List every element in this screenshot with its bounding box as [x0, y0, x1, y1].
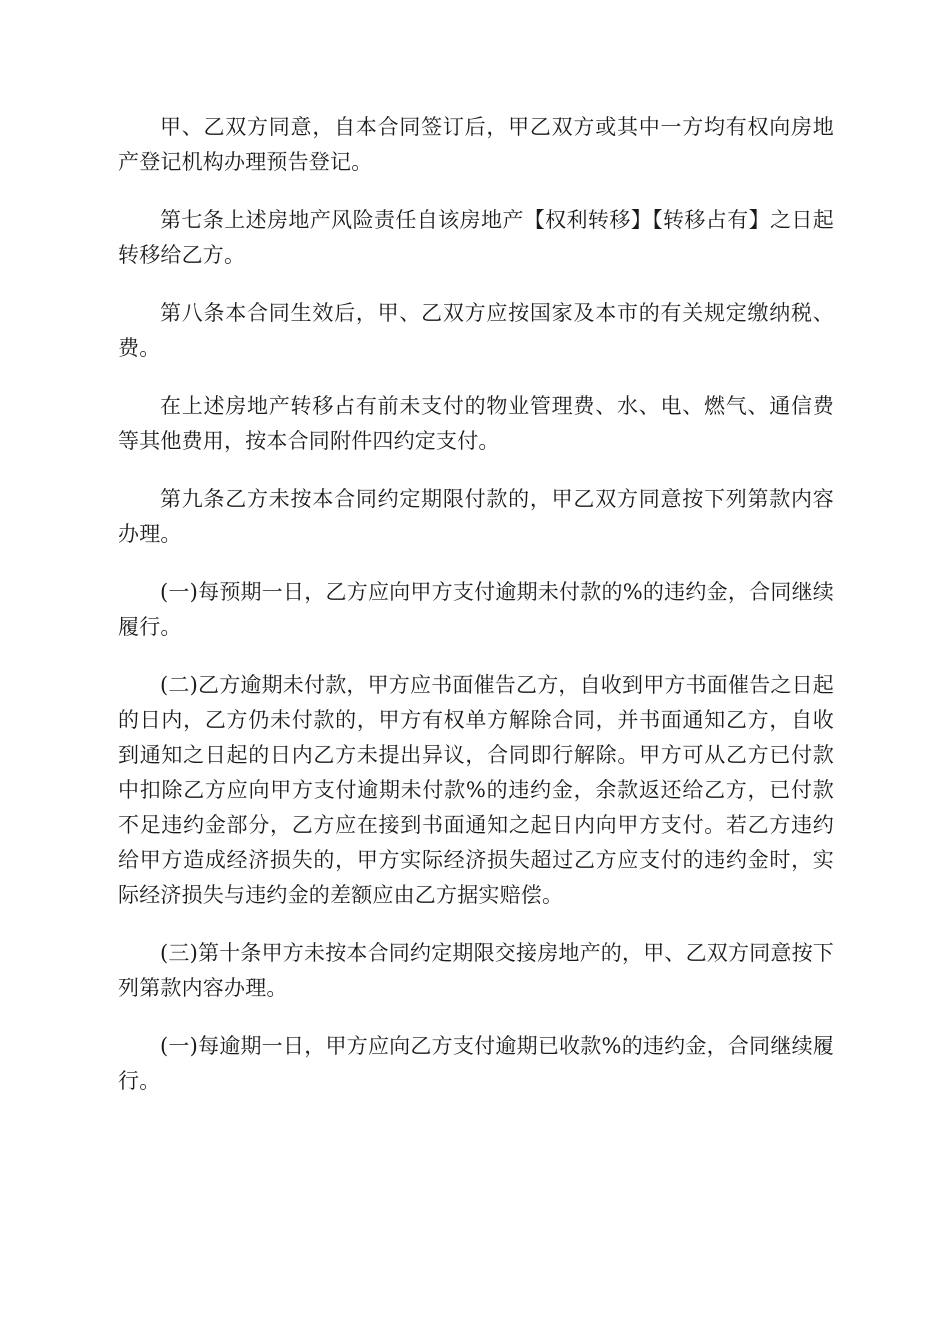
paragraph-article-8: 第八条本合同生效后，甲、乙双方应按国家及本市的有关规定缴纳税、费。 [118, 301, 834, 360]
paragraph-clause-1: (一)每预期一日，乙方应向甲方支付逾期未付款的%的违约金，合同继续履行。 [118, 580, 834, 639]
paragraph-other-fees: 在上述房地产转移占有前未支付的物业管理费、水、电、燃气、通信费等其他费用，按本合同附件四约定支付。 [118, 394, 834, 453]
paragraph-clause-1-seller: (一)每逾期一日，甲方应向乙方支付逾期已收款%的违约金，合同继续履行。 [118, 1034, 834, 1093]
paragraph-clause-2: (二)乙方逾期未付款，甲方应书面催告乙方，自收到甲方书面催告之日起的日内，乙方仍未付款的，甲方有权单方解除合同，并书面通知乙方，自收到通知之日起的日内乙方未提出异议，合同即行解除。甲方可从乙方已付款中扣除乙方应向甲方支付逾期未付款%的违约金，余款返还给乙方，已付款不足违约金部分，乙方应在接到书面通知之起日内向甲方支付。若乙方违约给甲方造成经济损失的，甲方实际经济损失超过乙方应支付的违约金时，实际经济损失与违约金的差额应由乙方据实赔偿。 [118, 673, 834, 907]
paragraph-pre-registration: 甲、乙双方同意，自本合同签订后，甲乙双方或其中一方均有权向房地产登记机构办理预告登记。 [118, 115, 834, 174]
paragraph-clause-3-article-10: (三)第十条甲方未按本合同约定期限交接房地产的，甲、乙双方同意按下列第款内容办理。 [118, 941, 834, 1000]
paragraph-article-7: 第七条上述房地产风险责任自该房地产【权利转移】【转移占有】之日起转移给乙方。 [118, 208, 834, 267]
document-body [118, 110, 834, 1122]
paragraph-article-9: 第九条乙方未按本合同约定期限付款的，甲乙双方同意按下列第款内容办理。 [118, 487, 834, 546]
